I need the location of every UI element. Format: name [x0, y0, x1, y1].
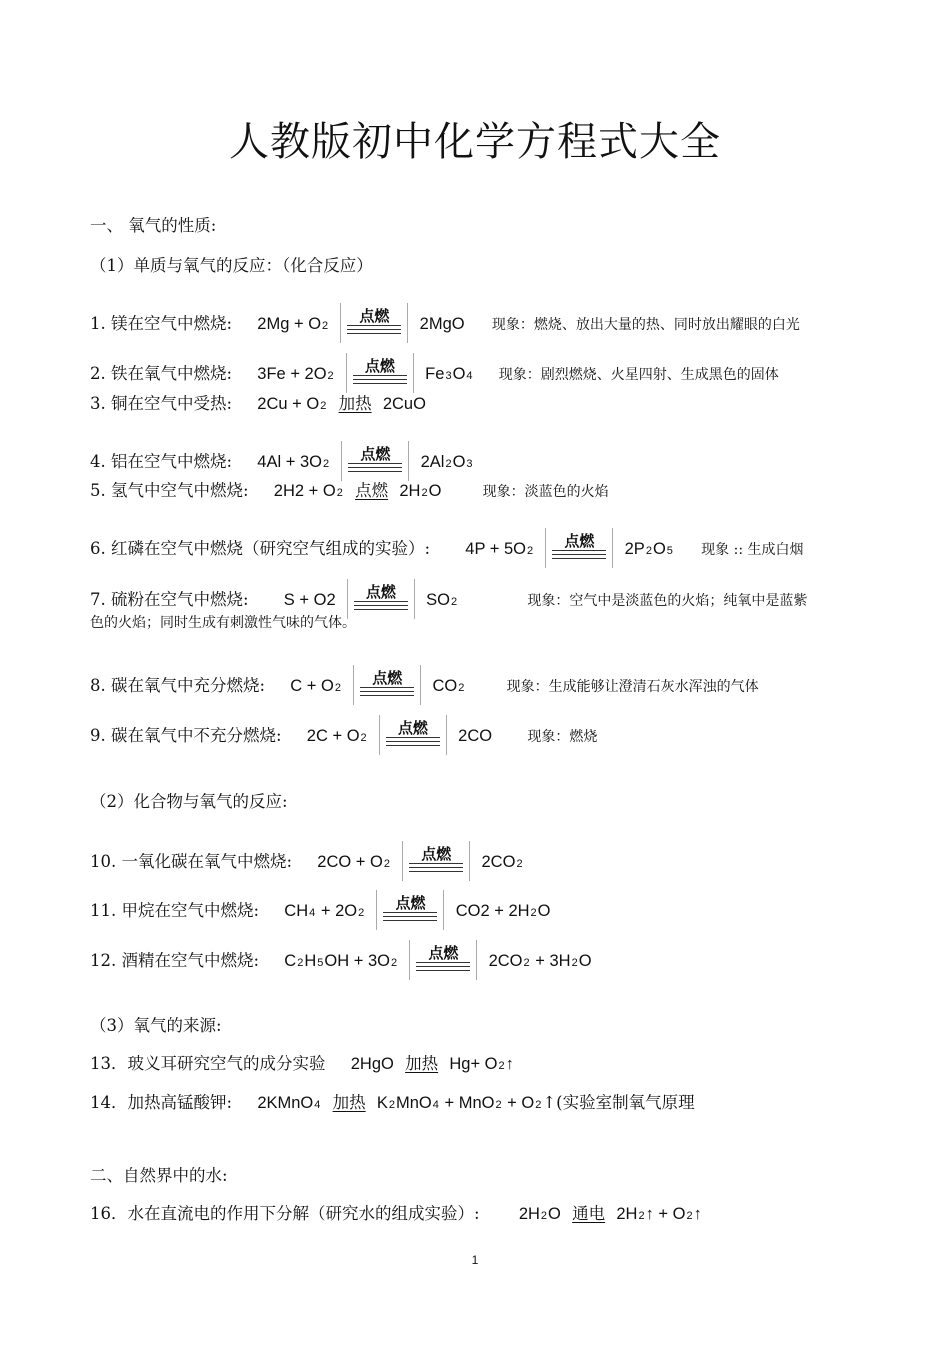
phenomenon-note: 现象：剧烈燃烧、火星四射、生成黑色的固体 [498, 367, 779, 383]
phenomenon-note: 现象：淡蓝色的火焰 [482, 484, 609, 500]
ignite-condition-box: 点燃 [402, 841, 470, 881]
equation-4: 4. 铝在空气中燃烧: 4Al + 3O2 点燃 2Al2O3 [90, 441, 474, 481]
phenomenon-note-continued: 色的火焰；同时生成有刺激性气味的气体。 [90, 615, 356, 631]
products: Fe3O4 [425, 365, 473, 383]
equation-label: 7. 硫粉在空气中燃烧: [90, 590, 249, 609]
equation-11 [90, 890, 551, 930]
equation-label: 8. 碳在氧气中充分燃烧: [90, 676, 266, 695]
equation-2: 2. 铁在氧气中燃烧: 3Fe + 2O2 点燃 Fe3O4 现象：剧烈燃烧、火星四射、生成黑色的固体 [90, 353, 779, 393]
products: K2MnO4 + MnO2 + O2 [376, 1094, 542, 1112]
ignite-condition-box: 点燃 [409, 940, 477, 980]
products: Hg+ O2↑ [449, 1055, 514, 1073]
reactants: 2KMnO [257, 1094, 314, 1112]
reactants: 4Al + 3O [257, 453, 322, 471]
reactants: 2C + O [306, 727, 360, 745]
equation-label: 5. 氢气中空气中燃烧: [90, 481, 249, 500]
equation-1: 1. 镁在空气中燃烧: 2Mg + O2 点燃 2MgO 现象：燃烧、放出大量的热、同时放出耀眼的白光 [90, 303, 800, 343]
equation-label: 13．玻义耳研究空气的成分实验 [90, 1054, 326, 1073]
equation-label: 10. 一氧化碳在氧气中燃烧: [90, 852, 293, 871]
phenomenon-note: 现象：空气中是淡蓝色的火焰；纯氧中是蓝紫 [527, 593, 808, 609]
heat-condition: 加热 [338, 394, 372, 413]
equation-label: 14．加热高锰酸钾: [90, 1093, 233, 1112]
equation-12 [90, 940, 592, 980]
equation-label: 1. 镁在空气中燃烧: [90, 314, 233, 333]
equation-note: ↑(实验室制氧气原理 [542, 1093, 695, 1112]
products: 2CO [458, 727, 493, 745]
products: 2H2↑ + O2↑ [616, 1205, 702, 1223]
equation-label: 16．水在直流电的作用下分解（研究水的组成实验）: [90, 1204, 480, 1223]
ignite-condition-box: 点燃 [347, 579, 415, 619]
equation-label: 4. 铝在空气中燃烧: [90, 452, 233, 471]
reactants: 2CO + O [317, 853, 383, 871]
equation-label: 9. 碳在氧气中不充分燃烧: [90, 726, 282, 745]
equation-6: 6. 红磷在空气中燃烧（研究空气组成的实验）: 4P + 5O2 点燃 2P2O5 现象 :: 生成白烟 [90, 528, 804, 568]
subsection-elements-with-oxygen: （1）单质与氧气的反应：（化合反应） [90, 256, 373, 275]
subsection-compounds-with-oxygen: （2）化合物与氧气的反应: [90, 792, 288, 811]
page-number: 1 [471, 1253, 479, 1267]
reactants: 2H2O [518, 1205, 561, 1223]
page-title: 人教版初中化学方程式大全 [229, 119, 721, 165]
reactants: 2Mg + O [257, 315, 322, 333]
ignite-condition-box: 点燃 [376, 890, 444, 930]
products: 2Al2O3 [420, 453, 473, 471]
ignite-condition-box: 点燃 [545, 528, 613, 568]
heat-condition: 加热 [332, 1093, 366, 1112]
products: 2CO2 + 3H2O [488, 952, 592, 970]
reactants: 2HgO [350, 1055, 394, 1073]
phenomenon-note: 现象 :: 生成白烟 [701, 542, 804, 558]
products: 2H2O [399, 482, 442, 500]
reactants: 2H2 + O [273, 482, 336, 500]
equation-label: 6. 红磷在空气中燃烧（研究空气组成的实验）: [90, 539, 431, 558]
equation-14: 14．加热高锰酸钾: 2KMnO4 加热 K2MnO4 + MnO2 + O2↑(实验室制氧气原理 [90, 1093, 695, 1112]
section-heading-oxygen-properties: 一、 氧气的性质: [90, 216, 217, 235]
ignite-condition-box: 点燃 [353, 665, 421, 705]
equation-8: 8. 碳在氧气中充分燃烧: C + O2 点燃 CO2 现象：生成能够让澄清石灰水浑浊的气体 [90, 665, 759, 705]
products: 2MgO [419, 315, 465, 333]
reactants: C2H5OH + 3O2 [284, 952, 398, 970]
ignite-condition-box: 点燃 [341, 441, 409, 481]
products: CO2 [432, 677, 465, 695]
phenomenon-note: 现象：燃烧 [527, 729, 598, 745]
reactants: C + O [290, 677, 334, 695]
phenomenon-note: 现象：生成能够让澄清石灰水浑浊的气体 [506, 679, 759, 695]
equation-5: 5. 氢气中空气中燃烧: 2H2 + O2 点燃 2H2O 现象：淡蓝色的火焰 [90, 481, 609, 500]
reactants: 3Fe + 2O [257, 365, 327, 383]
equation-3: 3. 铜在空气中受热: 2Cu + O2 加热 2CuO [90, 394, 426, 413]
ignite-condition-box: 点燃 [340, 303, 408, 343]
equation-label: 11. 甲烷在空气中燃烧: [90, 901, 260, 920]
section-heading-natural-water: 二、自然界中的水: [90, 1166, 228, 1185]
equation-13 [90, 1050, 514, 1074]
subsection-oxygen-sources: （3）氧气的来源: [90, 1016, 222, 1035]
ignite-condition: 点燃 [355, 481, 389, 500]
reactants: S + O2 [283, 591, 336, 609]
products: 2P2O5 [624, 540, 673, 558]
equation-10: 10. 一氧化碳在氧气中燃烧: 2CO + O2 点燃 2CO2 [90, 841, 524, 881]
products: CO2 + 2H2O [455, 902, 551, 920]
equation-label: 3. 铜在空气中受热: [90, 394, 233, 413]
equation-9: 9. 碳在氧气中不充分燃烧: 2C + O2 点燃 2CO 现象：燃烧 [90, 715, 597, 755]
phenomenon-note: 现象：燃烧、放出大量的热、同时放出耀眼的白光 [491, 317, 800, 333]
ignite-condition-box: 点燃 [346, 353, 414, 393]
reactants: 2Cu + O [257, 395, 320, 413]
heat-condition: 加热 [405, 1054, 439, 1073]
products: 2CO2 [481, 853, 523, 871]
equation-16 [90, 1200, 702, 1224]
products: SO2 [426, 591, 458, 609]
reactants: CH4 + 2O2 [284, 902, 365, 920]
equation-label: 12. 酒精在空气中燃烧: [90, 951, 260, 970]
equation-label: 2. 铁在氧气中燃烧: [90, 364, 233, 383]
products: 2CuO [382, 395, 426, 413]
reactants: 4P + 5O [465, 540, 526, 558]
electrolysis-condition: 通电 [572, 1204, 606, 1223]
ignite-condition-box: 点燃 [379, 715, 447, 755]
